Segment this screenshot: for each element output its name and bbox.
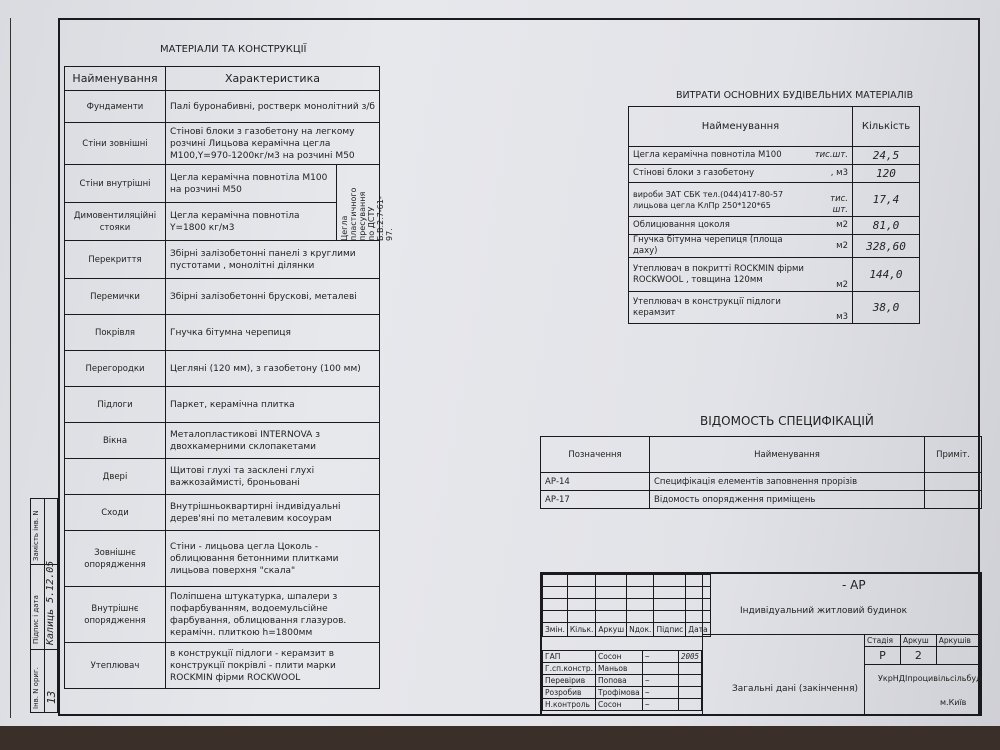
table-row: Підлоги Паркет, керамічна плитка <box>65 387 380 423</box>
stamp-org: УкрНДІпроцивільсільбуд <box>878 674 982 683</box>
side-value-inv: 13 <box>45 690 58 704</box>
side-stamp <box>30 498 58 713</box>
stamp-city: м.Київ <box>940 698 967 707</box>
table-row: Н.контроль Сосон ~ <box>543 699 702 711</box>
side-label-inv: Інв. N ориг. <box>32 667 40 709</box>
table-row: Внутрішнє опорядження Поліпшена штукатурка, шпалери з пофарбуванням, водоемульсійне фарбування, облицювання глазуров. керамічн. плиткою h=1800мм <box>65 587 380 643</box>
stamp-people <box>542 650 702 711</box>
stamp-project: Індивідуальний житловий будинок <box>740 606 908 616</box>
side-label-replace: Замість інв. N <box>32 510 40 561</box>
table-row: Утеплювач в покритті ROCKMIN фірми ROCKWOOL , товщина 120мм м2 144,0 <box>629 258 920 292</box>
stamp-code: - АР <box>842 578 866 592</box>
materials-title: МАТЕРІАЛИ ТА КОНСТРУКЦІЇ <box>160 44 307 55</box>
table-row: Зовнішнє опорядження Стіни - лицьова цегла Цоколь - облицювання бетонними плитками лицьова поверхня "скала" <box>65 531 380 587</box>
table-row: Покрівля Гнучка бітумна черепиця <box>65 315 380 351</box>
table-row: Гнучка бітумна черепиця (площа даху) м2 328,60 <box>629 235 920 258</box>
stamp-sheet-title: Загальні дані (закінчення) <box>732 684 858 694</box>
stamp-stage-table: Стадія Аркуш Аркушів Р 2 <box>864 634 980 665</box>
table-row: АР-17 Відомость опорядження приміщень <box>541 491 982 509</box>
spec-title: ВІДОМОСТЬ СПЕЦИФІКАЦІЙ <box>700 414 874 428</box>
table-row: Розробив Трофімова ~ <box>543 687 702 699</box>
table-row: Утеплювач в конструкції підлоги - керамзит в конструкції покрівлі - плити марки ROCKMIN фірми ROCKWOOL <box>65 643 380 689</box>
costs-header-name: Найменування <box>629 107 853 147</box>
costs-header-qty: Кількість <box>853 107 920 147</box>
table-row: Стіни внутрішні Цегла керамічна повнотіла М100 на розчині М50 Цегла пластичного пресування по ДСТУ Б.В.2.7-61-97. <box>65 165 380 203</box>
costs-table <box>628 106 920 324</box>
table-row: Стіни зовнішні Стінові блоки з газобетону на легкому розчині Лицьова керамічна цегла М100,Y=970-1200кг/м3 на розчині М50 <box>65 123 380 165</box>
side-label-sign: Підпис і дата <box>32 595 40 644</box>
table-row: Цегла керамічна повнотіла М100 тис.шт. 24,5 <box>629 147 920 165</box>
materials-header-char: Характеристика <box>166 67 380 91</box>
spec-header-note: Приміт. <box>925 437 982 473</box>
table-row: вироби ЗАТ СБК тел.(044)417-80-57 лицьова цегла КлПр 250*120*65 тис. шт. 17,4 <box>629 183 920 217</box>
stage-value: Р <box>865 647 901 665</box>
table-row: Димовентиляційні стояки Цегла керамічна повнотіла Y=1800 кг/м3 <box>65 203 380 241</box>
materials-header-name: Найменування <box>65 67 166 91</box>
table-row: ГАП Сосон ~ 2005 <box>543 651 702 663</box>
table-row: Г.сп.констр. Маньов <box>543 663 702 675</box>
spec-header-name: Найменування <box>650 437 925 473</box>
materials-table <box>64 66 394 689</box>
table-row: Перегородки Цегляні (120 мм), з газобетону (100 мм) <box>65 351 380 387</box>
brick-note-cell: Цегла пластичного пресування по ДСТУ Б.В.2.7-61-97. <box>337 165 380 241</box>
table-row: Фундаменти Палі буронабивні, ростверк монолітний з/б <box>65 91 380 123</box>
table-row: Перекриття Збірні залізобетонні панелі з круглими пустотами , монолітні ділянки <box>65 241 380 279</box>
title-block <box>540 572 982 716</box>
table-row: Утеплювач в конструкції підлоги керамзит м3 38,0 <box>629 292 920 324</box>
spec-table <box>540 436 982 509</box>
table-surface <box>0 726 1000 750</box>
table-row: АР-14 Специфікація елементів заповнення прорізів <box>541 473 982 491</box>
table-row: Сходи Внутрішньоквартирні індивідуальні дерев'яні по металевим косоурам <box>65 495 380 531</box>
costs-title: ВИТРАТИ ОСНОВНИХ БУДІВЕЛЬНИХ МАТЕРІАЛІВ <box>676 90 914 101</box>
sheet-edge-line <box>10 18 11 718</box>
side-value-sign: Калиць 5.12.05 <box>45 560 56 645</box>
stamp-signatures: Змін. Кільк. Аркуш Nдок. Підпис Дата <box>542 574 711 637</box>
table-row: Стінові блоки з газобетону , м3 120 <box>629 165 920 183</box>
table-row: Перевірив Попова ~ <box>543 675 702 687</box>
sheet-value: 2 <box>901 647 937 665</box>
table-row: Облицювання цоколя м2 81,0 <box>629 217 920 235</box>
spec-header-code: Позначення <box>541 437 650 473</box>
table-row: Перемички Збірні залізобетонні брускові, металеві <box>65 279 380 315</box>
table-row: Двері Щитові глухі та засклені глухі важкозаймисті, броньовані <box>65 459 380 495</box>
table-row: Вікна Металопластикові INTERNOVA з двохкамерними склопакетами <box>65 423 380 459</box>
